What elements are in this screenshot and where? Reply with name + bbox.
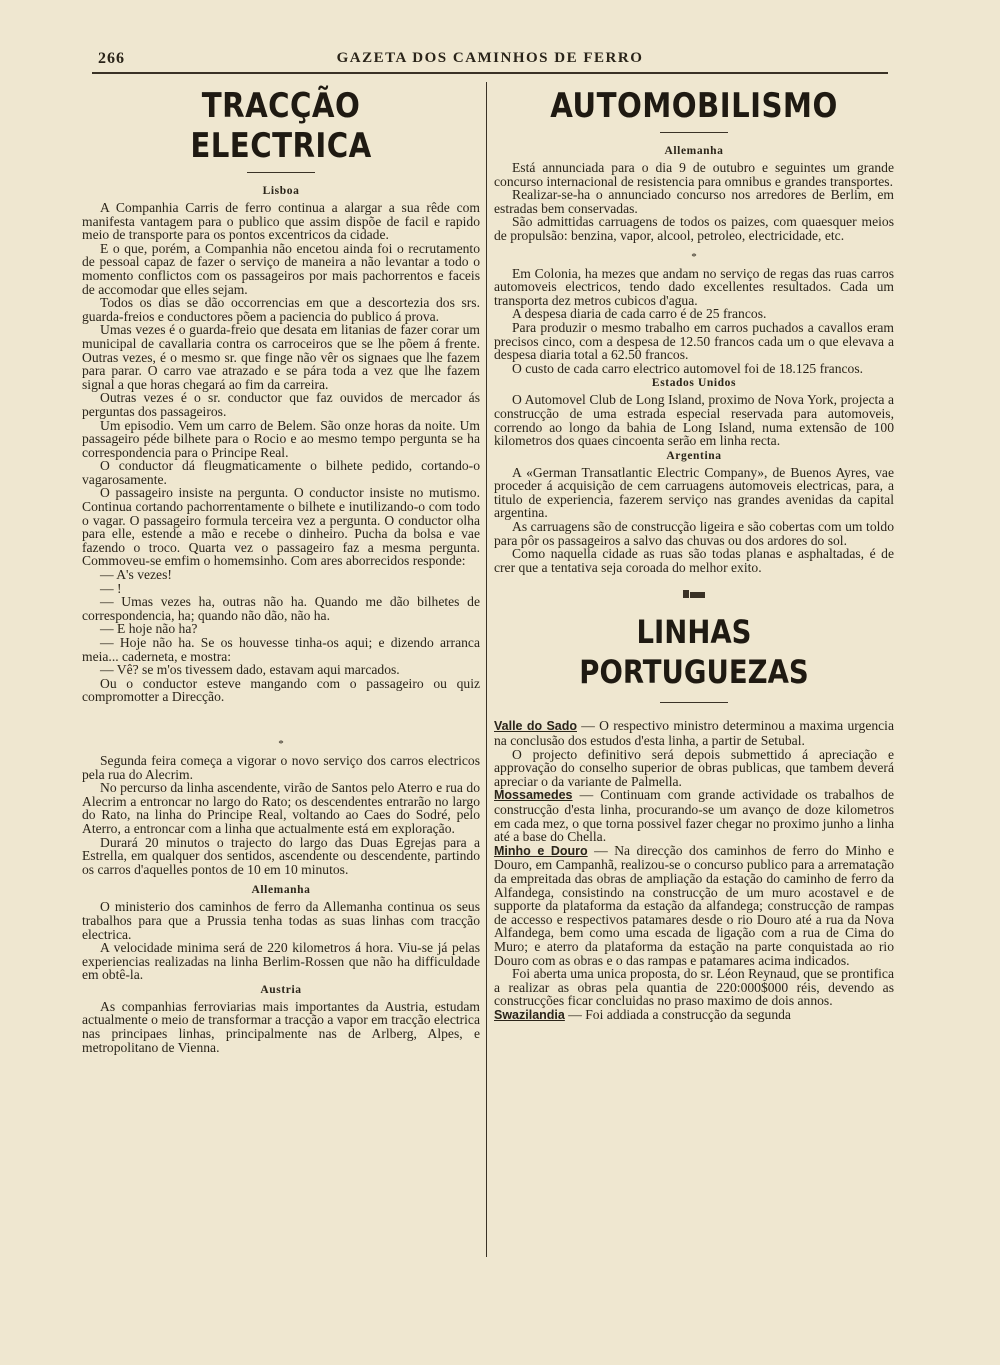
dialogue-line: — Vê? se m'os tivessem dado, estavam aqui marcados. (100, 662, 400, 678)
title-rule (247, 172, 315, 173)
allemanha-automobile-article (494, 161, 894, 375)
line-entry (494, 788, 894, 843)
spacer (82, 704, 480, 730)
subhead-allemanha: Allemanha (251, 884, 311, 897)
linhas-portuguezas-list (494, 719, 894, 1022)
line-entry (494, 844, 894, 967)
paragraph: O custo de cada carro electrico automovel foi de 18.125 francos. (512, 360, 864, 376)
lisboa-article (82, 201, 480, 876)
section-star: * (691, 250, 697, 263)
line-entry (494, 748, 894, 789)
subhead-estados-unidos: Estados Unidos (651, 377, 737, 390)
line-name: Valle do Sado (494, 719, 578, 734)
header-rule (92, 72, 888, 74)
paragraph: O Automovel Club de Long Island, proximo de Nova York, projecta a construcção de uma estrada especial reservada para automoveis, correndo ao longo da bahia de Long Island, numa extensão de 100 kilometros dos quaes cincoenta serão em linha recta. (494, 392, 894, 449)
line-name: Mossamedes (494, 788, 573, 803)
paragraph: Segunda feira começa a vigorar o novo serviço dos carros electricos pela rua do Alecrim. (82, 752, 480, 782)
allemanha-article (82, 900, 480, 982)
title-rule (660, 702, 728, 703)
line-name: Swazilandia (494, 1007, 565, 1022)
paragraph: Em Colonia, ha mezes que andam no serviço de regas das ruas carros automoveis electricos, tendo dado excellentes resultados. Cada um transporta dez metros cubicos d'agua. (494, 265, 894, 308)
paragraph: Todos os dias se dão occorrencias em que a descortezia dos srs. guarda-freios e conductores põem a paciencia do publico á prova. (82, 295, 480, 324)
estados-unidos-article (494, 393, 894, 447)
line-text: Foi aberta uma unica proposta, do sr. Léon Reynaud, que se prontifica a realizar as obras pela quantia de 220:000$000 réis, devendo as construcções ficar concluidas no praso maximo de dois annos. (494, 966, 894, 1009)
line-entry (494, 719, 894, 747)
paragraph: No percurso da linha ascendente, virão de Santos pelo Aterro e rua do Alecrim a entroncar no largo do Rato; os descendentes entrarão no largo do Rato, na linha do Principe Real, voltando ao Caes do Sodré, pelo Aterro, a entroncar com a linha que actualmente está em exploração. (82, 780, 480, 836)
paragraph: Um episodio. Vem um carro de Belem. São onze horas da noite. Um passageiro péde bilhete para o Rocio e ao mesmo tempo pergunta se ha correspondencia para o Principe Real. (82, 417, 480, 460)
paragraph: Ou o conductor esteve mangando com o passageiro ou quiz compromotter a Direcção. (82, 675, 480, 705)
line-text: O projecto definitivo será depois submettido á apreciação e approvação do conselho superior de obras publicas, que tambem deverá apreciar o da variante de Palmella. (494, 746, 894, 789)
dialogue-line: — E hoje não ha? (100, 621, 198, 637)
locomotive-ornament-icon (683, 590, 705, 598)
paragraph: Para produzir o mesmo trabalho em carros puchados a cavallos eram precisos cinco, com a despesa de 12.50 francos cada um o que elevava a despesa diaria total a 62.50 francos. (494, 319, 894, 363)
page-header (92, 46, 888, 72)
paragraph: Como naquella cidade as ruas são todas planas e asphaltadas, é de crer que a tentativa seja coroada do melhor exito. (494, 546, 894, 575)
line-entry (494, 1008, 894, 1023)
section-star: * (278, 737, 284, 750)
paragraph: Umas vezes é o guarda-freio que desata em litanias de fazer corar um municipal de cavallaria contra os carroceiros que se lhe põem á frente. Outras vezes, é o mesmo sr. que finge não vêr os signaes que lhe fazem para parar. O carro vae atrazado e se pára toda a vez que lhe fazem signal a que horas chegará ao fim da carreira. (82, 322, 480, 392)
right-column (494, 82, 894, 1023)
left-column (82, 82, 480, 1054)
page-number: 266 (98, 50, 125, 67)
argentina-article (494, 466, 894, 575)
paragraph: Está annunciada para o dia 9 de outubro e seguintes um grande concurso internacional de resistencia para omnibus e grandes transportes. (494, 160, 894, 189)
dialogue-line: — A's vezes! (100, 567, 172, 583)
journal-title: GAZETA DOS CAMINHOS DE FERRO (336, 50, 644, 66)
paragraph: A «German Transatlantic Electric Company», de Buenos Ayres, vae proceder á acquisição de cem carruagens automoveis electricas, para, a titulo de experiencia, fazerem serviço nas grandes avenidas da capital argentina. (494, 464, 894, 521)
paragraph: O conductor dá fleugmaticamente o bilhete pedido, cortando-o vagarosamente. (82, 458, 480, 487)
line-name: Minho e Douro (494, 843, 588, 858)
paragraph: A despesa diaria de cada carro é de 25 francos. (512, 306, 767, 322)
line-text: — O respectivo ministro determinou a maxima urgencia na conclusão dos estudos d'esta linha, a partir de Setubal. (494, 718, 894, 749)
paragraph: São admittidas carruagens de todos os paizes, com quaesquer meios de propulsão: benzina, vapor, alcool, petroleo, electricidade, etc. (494, 214, 894, 243)
spacer (82, 876, 480, 882)
dialogue-line: — Hoje não ha. Se os houvesse tinha-os aqui; e dizendo arranca meia... caderneta, e mostra: (82, 635, 480, 664)
subhead-lisboa: Lisboa (262, 185, 300, 197)
paragraph: E o que, porém, a Companhia não encetou ainda foi o recrutamento de pessoal capaz de fazer o serviço de maneira a não levantar a todo o momento conflictos com os passageiros por mais pachorrentos e faceis de accomodar que elles sejam. (82, 240, 480, 297)
line-text: — Foi addiada a construcção da segunda (564, 1006, 791, 1022)
section-title-automobilismo: AUTOMOBILISMO (550, 86, 838, 126)
austria-article (82, 1000, 480, 1054)
dialogue-line: — ! (100, 580, 122, 596)
paragraph: O passageiro insiste na pergunta. O conductor insiste no mutismo. Continua cortando pachorrentamente o bilhete e inutilizando-o com todo o vagar. O passageiro formula terceira vez a pergunta. O conductor olha para elle, estende a mão e recebe o dinheiro. Pucha da bolsa e vae fazendo o troco. Quarta vez o passageiro faz a mesma pergunta. Commoveu-se emfim o homemsinho. Com ares aborrecidos responde: (82, 485, 480, 569)
subhead-austria: Austria (260, 983, 302, 996)
paragraph: A Companhia Carris de ferro continua a alargar a sua rêde com manifesta vantagem para o publico que assim dispõe de facil e rapido meio de transporte para os pontos excentricos da cidade. (82, 200, 480, 243)
paragraph: Durará 20 minutos o trajecto do largo das Duas Egrejas para a Estrella, em qualquer dos sentidos, ascendente ou descendente, partindo os carros d'aquelles pontos de 10 em 10 minutos. (82, 834, 480, 877)
section-title-linhas-portuguezas: LINHAS PORTUGUEZAS (579, 613, 809, 692)
subhead-argentina: Argentina (666, 449, 722, 462)
dialogue-line: — Umas vezes ha, outras não ha. Quando me dão bilhetes de correspondencia, ha; quando não dão, não ha. (82, 594, 480, 623)
subhead-allemanha: Allemanha (664, 145, 724, 157)
line-text: — Continuam com grande actividade os trabalhos de construcção d'esta linha, procurando-se um avanço de doze kilometros em cada mez, o que torna possivel fazer chegar no proximo junho a linha até a base do Chella. (494, 787, 894, 845)
title-rule (660, 132, 728, 133)
line-text: — Na direcção dos caminhos de ferro do Minho e Douro, em Campanhã, realizou-se o concurso publico para a arrematação da empreitada das obras de ampliação da estação do caminho de ferro da Alfandega, consistindo na construcção de um muro acostavel e de supporte da plataforma da estação da alfandega; construcção de rampas de accesso e respectivos patamares desde o rio Douro até a rua da Nova Alfandega, bem como uma escada de ligação com a rua de Cima do Muro; e aterro da plataforma da estação na parte conquistada ao rio Douro com as obras e o das rampas e patamares acima indicados. (494, 842, 894, 968)
paragraph: A velocidade minima será de 220 kilometros á hora. Viu-se já pelas experiencias realizadas na linha Berlim-Rossen que não ha difficuldade em obtê-la. (82, 940, 480, 983)
paragraph: Outras vezes é o sr. conductor que faz ouvidos de mercador ás perguntas dos passageiros. (82, 390, 480, 419)
paragraph: Realizar-se-ha o annunciado concurso nos arredores de Berlim, em estradas bem conservadas. (494, 187, 894, 216)
paragraph: As carruagens são de construcção ligeira e são cobertas com um toldo para pôr os passageiros a salvo das chuvas ou dos ardores do sol. (494, 519, 894, 548)
paragraph: O ministerio dos caminhos de ferro da Allemanha continua os seus trabalhos para que a Prussia tenha todas as suas linhas com tracção electrica. (82, 899, 480, 942)
section-title-traccao: TRACÇÃO ELECTRICA (190, 86, 372, 166)
column-divider (486, 82, 487, 1257)
paragraph: As companhias ferroviarias mais importantes da Austria, estudam actualmente o meio de transformar a tracção a vapor em tracção electrica nas principaes linhas, principalmente nas de Arlberg, Alpes, e metropolitano de Vienna. (82, 998, 480, 1055)
line-entry (494, 967, 894, 1008)
